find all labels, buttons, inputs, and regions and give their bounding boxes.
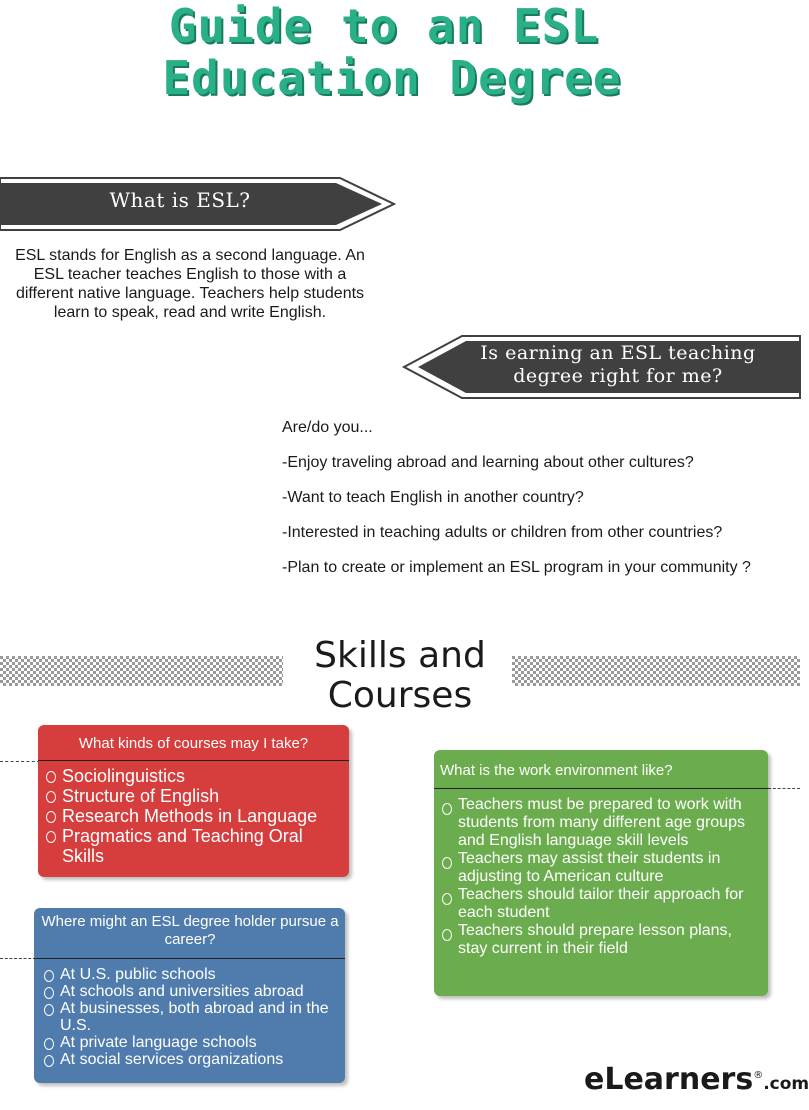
dashed-connector: [768, 788, 800, 789]
list-item-text: Teachers should tailor their approach for each student: [458, 886, 744, 921]
work-list: [436, 796, 761, 958]
dashed-connector: [0, 761, 40, 762]
list-item-text: Sociolinguistics: [62, 766, 186, 786]
card-divider: [38, 760, 349, 761]
bullet-icon: [44, 970, 54, 982]
list-item: [38, 1000, 343, 1034]
dotted-divider-right: [512, 656, 800, 686]
list-item: [40, 826, 345, 866]
page-title-line-1: Guide to an ESL: [168, 0, 600, 53]
courses-heading: What kinds of courses may I take?: [78, 735, 309, 752]
skills-title-line-1: Skills and: [314, 635, 486, 676]
list-item: [436, 796, 761, 850]
work-heading: What is the work environment like?: [440, 762, 673, 779]
list-item-text: At private language schools: [60, 1034, 257, 1051]
question-list: [282, 418, 797, 593]
bullet-icon: [442, 857, 452, 869]
career-list: [38, 966, 343, 1068]
list-item: [38, 1051, 343, 1068]
right-for-me-heading-2: degree right for me?: [513, 365, 723, 387]
elearners-logo[interactable]: [584, 1062, 809, 1097]
esl-definition-text: ESL stands for English as a second language. An ESL teacher teaches English to those with a different native language. Teachers help students learn to speak, read and write English.: [15, 247, 365, 321]
list-item: [436, 850, 761, 886]
list-item-text: Structure of English: [62, 786, 220, 806]
work-environment-card: [434, 750, 768, 996]
list-item: [40, 806, 345, 826]
list-item: [38, 966, 343, 983]
courses-list: [40, 766, 345, 866]
list-item: [38, 1034, 343, 1051]
list-item-text: Teachers must be prepared to work with students from many different age groups and English language skill levels: [458, 796, 745, 849]
right-for-me-heading-1: Is earning an ESL teaching: [480, 342, 756, 364]
bullet-icon: [46, 811, 56, 823]
dotted-divider-left: [0, 656, 283, 686]
bullet-icon: [46, 791, 56, 803]
list-item: [436, 886, 761, 922]
bullet-icon: [46, 831, 56, 843]
bullet-icon: [44, 1004, 54, 1016]
card-divider: [434, 788, 768, 789]
list-item-text: Teachers may assist their students in adjusting to American culture: [458, 850, 721, 885]
dashed-connector: [0, 958, 36, 959]
bullet-icon: [44, 1055, 54, 1067]
card-divider: [34, 958, 345, 959]
what-is-esl-heading: What is ESL?: [109, 188, 251, 212]
list-item: [38, 983, 343, 1000]
list-item-text: At U.S. public schools: [60, 966, 216, 983]
list-item: -Want to teach English in another country?: [282, 489, 584, 506]
list-item: [436, 922, 761, 958]
list-item-text: At businesses, both abroad and in the U.S.: [60, 1000, 329, 1034]
list-item-text: Teachers should prepare lesson plans, stay current in their field: [458, 922, 732, 957]
list-item: Are/do you...: [282, 419, 373, 436]
list-item-text: At schools and universities abroad: [60, 983, 304, 1000]
bullet-icon: [46, 771, 56, 783]
bullet-icon: [442, 929, 452, 941]
logo-registered-mark: ®: [753, 1070, 764, 1081]
skills-title: [280, 636, 520, 716]
list-item: [40, 766, 345, 786]
list-item: -Interested in teaching adults or children from other countries?: [282, 524, 723, 541]
bullet-icon: [442, 893, 452, 905]
bullet-icon: [44, 987, 54, 999]
list-item-text: Research Methods in Language: [62, 806, 318, 826]
career-card: [34, 908, 345, 1083]
logo-suffix: .com: [763, 1074, 809, 1094]
skills-title-line-2: Courses: [327, 675, 473, 716]
bullet-icon: [442, 803, 452, 815]
list-item: -Plan to create or implement an ESL program in your community ?: [282, 559, 751, 576]
bullet-icon: [44, 1038, 54, 1050]
list-item: [40, 786, 345, 806]
page-title-line-2: Education Degree: [162, 51, 622, 105]
career-heading: Where might an ESL degree holder pursue a career?: [41, 913, 339, 948]
courses-card: [38, 725, 349, 877]
list-item: -Enjoy traveling abroad and learning about other cultures?: [282, 454, 694, 471]
list-item-text: At social services organizations: [60, 1051, 284, 1068]
list-item-text: Pragmatics and Teaching Oral Skills: [62, 826, 303, 866]
logo-main-text: eLearners: [584, 1062, 754, 1097]
